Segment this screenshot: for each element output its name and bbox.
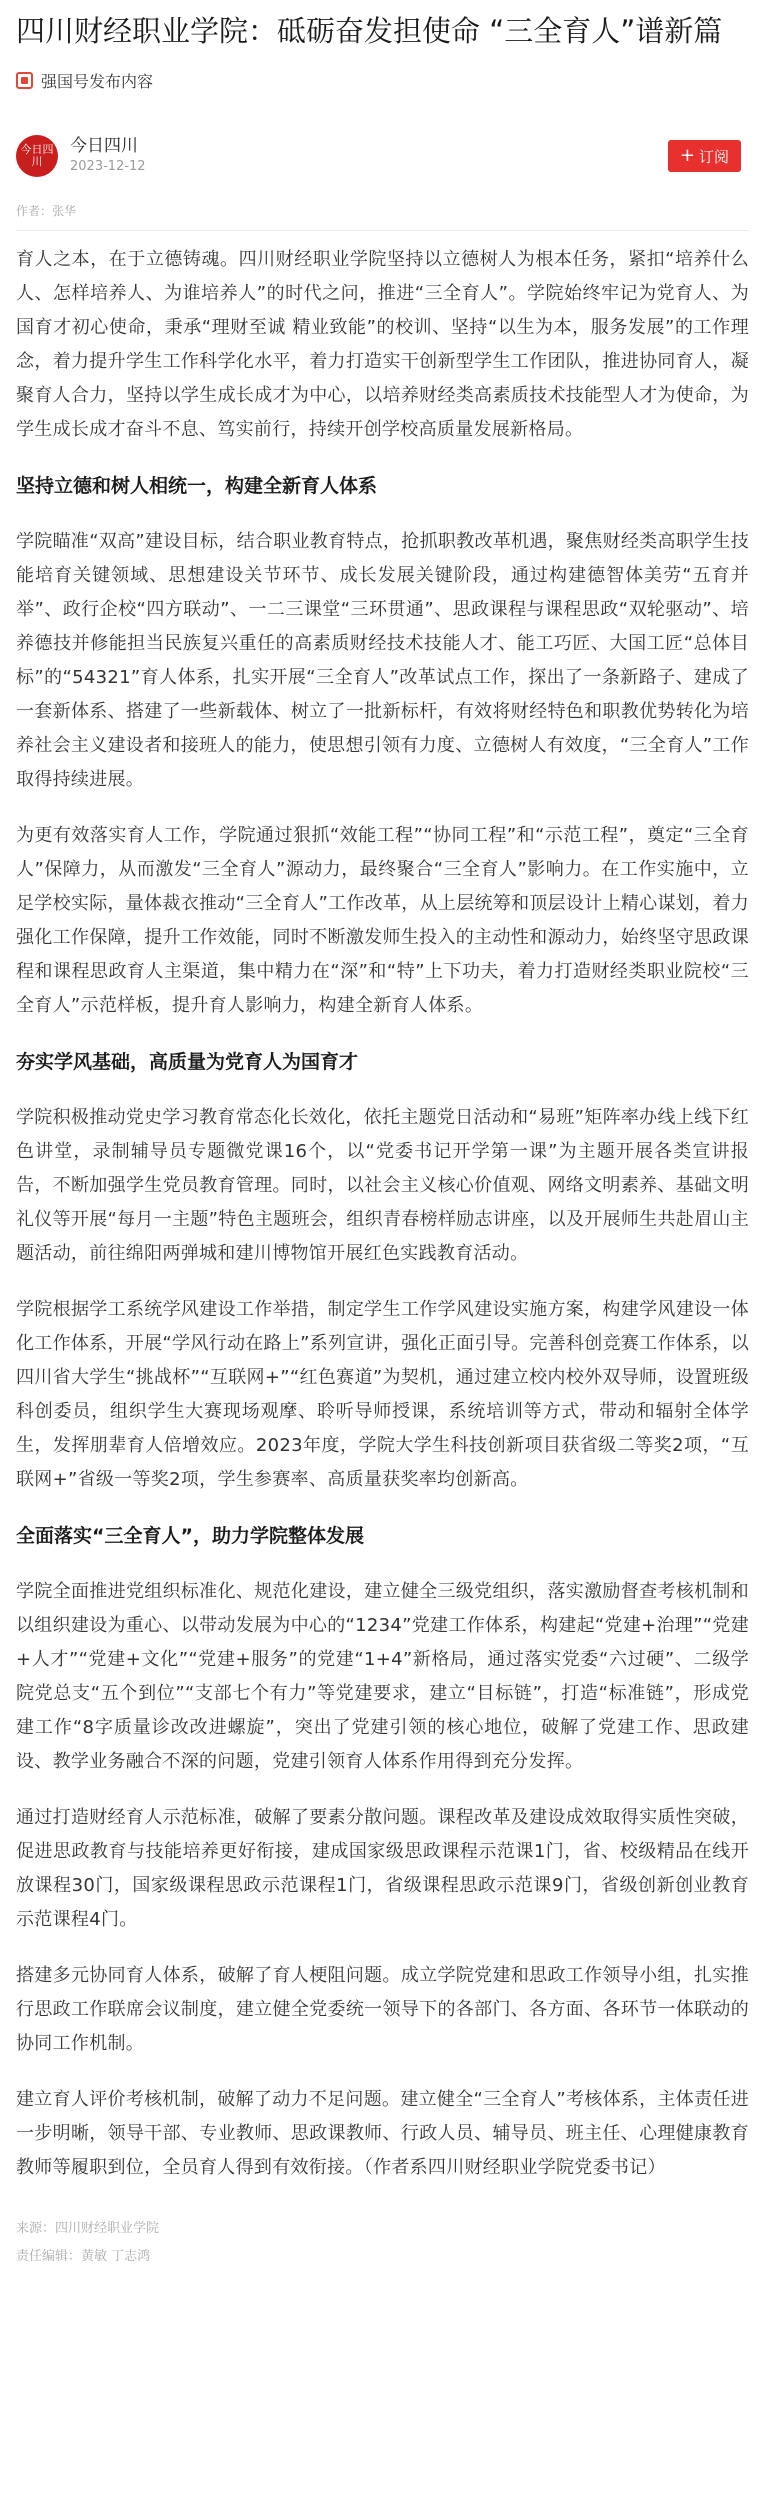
publish-date: 2023-12-12 <box>70 159 146 174</box>
subscribe-label: 订阅 <box>698 147 729 166</box>
subscribe-button[interactable] <box>668 140 741 172</box>
editor-line: 责任编辑：黄敏 丁志鸿 <box>16 2249 151 2264</box>
paragraph: 育人之本，在于立德铸魂。四川财经职业学院坚持以立德树人为根本任务，紧扣“培养什么人、怎样培养人、为谁培养人”的时代之问，推进“三全育人”。学院始终牢记为党育人、为国育才初心使命，秉承“理财至诚 精业致能”的校训、坚持“以生为本，服务发展”的工作理念，着力提升学生工作科学化水平，着力打造实干创新型学生工作团队，推进协同育人，凝聚育人合力，坚持以学生成长成才为中心，以培养财经类高素质技术技能型人才为使命，为学生成长成才奋斗不息、笃实前行，持续开创学校高质量发展新格局。 <box>16 249 749 440</box>
account-bar <box>16 132 749 180</box>
paragraph: 搭建多元协同育人体系，破解了育人梗阻问题。成立学院党建和思政工作领导小组，扎实推行思政工作联席会议制度，建立健全党委统一领导下的各部门、各方面、各环节一体联动的协同工作机制。 <box>16 1965 749 2054</box>
section-heading: 坚持立德和树人相统一，构建全新育人体系 <box>16 475 378 497</box>
section-heading: 全面落实“三全育人”，助力学院整体发展 <box>16 1525 364 1547</box>
divider <box>16 230 749 231</box>
paragraph: 学院积极推动党史学习教育常态化长效化，依托主题党日活动和“易班”矩阵率办线上线下红色讲堂，录制辅导员专题微党课16个，以“党委书记开学第一课”为主题开展各类宣讲报告，不断加强学生党员教育管理。同时，以社会主义核心价值观、网络文明素养、基础文明礼仪等开展“每月一主题”特色主题班会，组织青春榜样励志讲座，以及开展师生共赴眉山主题活动，前往绵阳两弹城和建川博物馆开展红色实践教育活动。 <box>16 1107 749 1264</box>
account-info <box>70 135 146 177</box>
section-heading: 夯实学风基础，高质量为党育人为国育才 <box>16 1051 359 1073</box>
paragraph: 学院根据学工系统学风建设工作举措，制定学生工作学风建设实施方案，构建学风建设一体化工作体系，开展“学风行动在路上”系列宣讲，强化正面引导。完善科创竞赛工作体系，以四川省大学生“挑战杯”“互联网+”“红色赛道”为契机，通过建立校内校外双导师，设置班级科创委员，组织学生大赛现场观摩、聆听导师授课，系统培训等方式，带动和辐射全体学生，发挥朋辈育人倍增效应。2023年度，学院大学生科技创新项目获省级二等奖2项，“互联网+”省级一等奖2项，学生参赛率、高质量获奖率均创新高。 <box>16 1299 749 1490</box>
source-tag <box>16 68 749 92</box>
plus-icon: + <box>679 145 695 166</box>
article-body <box>16 243 749 2185</box>
paragraph: 学院全面推进党组织标准化、规范化建设，建立健全三级党组织，落实激励督查考核机制和以组织建设为重心、以带动发展为中心的“1234”党建工作体系，构建起“党建+治理”“党建+人才”“党建+文化”“党建+服务”的党建“1+4”新格局，通过落实党委“六过硬”、二级学院党总支“五个到位”“支部七个有力”等党建要求，建立“目标链”，打造“标准链”，形成党建工作“8字质量诊改改进螺旋”，突出了党建引领的核心地位，破解了党建工作、思政建设、教学业务融合不深的问题，党建引领育人体系作用得到充分发挥。 <box>16 1581 749 1772</box>
article-title: 四川财经职业学院：砥砺奋发担使命 “三全育人”谱新篇 <box>16 14 723 48</box>
avatar-logo-text: 今日四川 <box>20 143 54 168</box>
article-page <box>0 6 765 2301</box>
publisher-badge-icon <box>16 72 33 89</box>
source-tag-label: 强国号发布内容 <box>41 71 154 91</box>
source-line: 来源：四川财经职业学院 <box>16 2221 160 2236</box>
avatar[interactable] <box>16 135 58 177</box>
paragraph: 建立育人评价考核机制，破解了动力不足问题。建立健全“三全育人”考核体系，主体责任进一步明晰，领导干部、专业教师、思政课教师、行政人员、辅导员、班主任、心理健康教育教师等履职到位，全员育人得到有效衔接。（作者系四川财经职业学院党委书记） <box>16 2089 749 2178</box>
paragraph: 学院瞄准“双高”建设目标，结合职业教育特点，抢抓职教改革机遇，聚焦财经类高职学生技能培育关键领域、思想建设关节环节、成长发展关键阶段，通过构建德智体美劳“五育并举”、政行企校“四方联动”、一二三课堂“三环贯通”、思政课程与课程思政“双轮驱动”、培养德技并修能担当民族复兴重任的高素质财经技术技能人才、能工巧匠、大国工匠“总体目标”的“54321”育人体系，扎实开展“三全育人”改革试点工作，探出了一条新路子、建成了一套新体系、搭建了一些新载体、树立了一批新标杆，有效将财经特色和职教优势转化为培养社会主义建设者和接班人的能力，使思想引领有力度、立德树人有效度，“三全育人”工作取得持续进展。 <box>16 531 749 790</box>
account-name[interactable]: 今日四川 <box>70 136 138 156</box>
article-footer <box>16 2215 749 2271</box>
author-line: 作者：张华 <box>16 204 77 218</box>
paragraph: 为更有效落实育人工作，学院通过狠抓“效能工程”“协同工程”和“示范工程”，奠定“三全育人”保障力，从而激发“三全育人”源动力，最终聚合“三全育人”影响力。在工作实施中，立足学校实际，量体裁衣推动“三全育人”工作改革，从上层统筹和顶层设计上精心谋划，着力强化工作保障，提升工作效能，同时不断激发师生投入的主动性和源动力，始终坚守思政课程和课程思政育人主渠道，集中精力在“深”和“特”上下功夫，着力打造财经类职业院校“三全育人”示范样板，提升育人影响力，构建全新育人体系。 <box>16 825 749 1016</box>
paragraph: 通过打造财经育人示范标准，破解了要素分散问题。课程改革及建设成效取得实质性突破，促进思政教育与技能培养更好衔接，建成国家级思政课程示范课1门，省、校级精品在线开放课程30门，国家级课程思政示范课程1门，省级课程思政示范课9门，省级创新创业教育示范课程4门。 <box>16 1807 749 1930</box>
